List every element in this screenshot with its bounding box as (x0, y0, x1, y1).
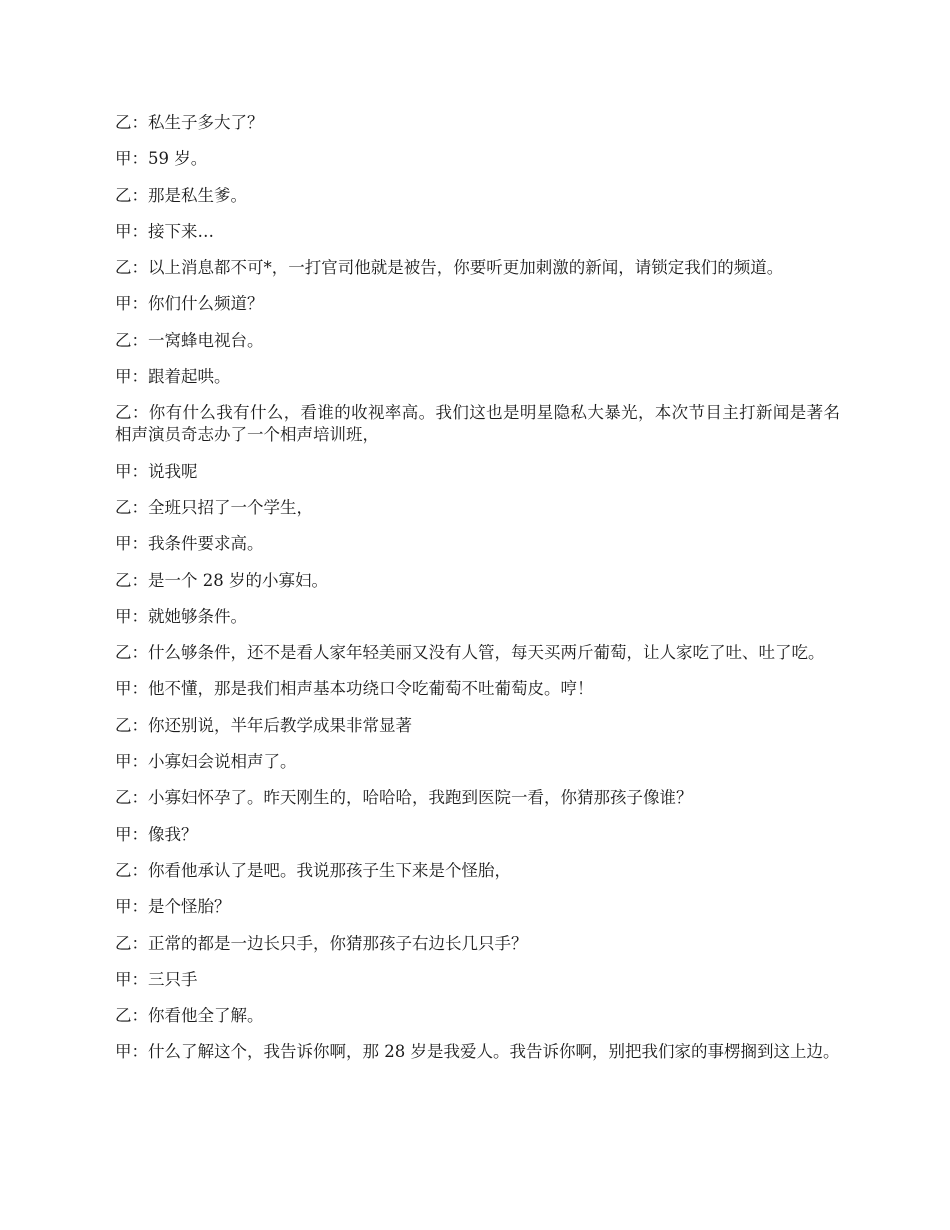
dialogue-body (115, 112, 840, 1078)
dialogue-line: 乙：那是私生爹。 (115, 185, 247, 205)
dialogue-line: 甲：59 岁。 (115, 149, 208, 169)
dialogue-line: 乙：全班只招了一个学生， (115, 497, 313, 517)
dialogue-line: 甲：像我？ (115, 824, 198, 844)
dialogue-line: 乙：你看他全了解。 (115, 1006, 264, 1026)
dialogue-line: 乙：你看他承认了是吧。我说那孩子生下来是个怪胎， (115, 860, 511, 880)
dialogue-line: 乙：正常的都是一边长只手，你猜那孩子右边长几只手？ (115, 933, 528, 953)
dialogue-line: 乙：以上消息都不可*，一打官司他就是被告，你要听更加刺激的新闻，请锁定我们的频道。 (115, 258, 784, 278)
dialogue-line: 乙：是一个 28 岁的小寡妇。 (115, 570, 328, 590)
dialogue-line: 乙：私生子多大了？ (115, 113, 264, 132)
dialogue-line: 甲：跟着起哄。 (115, 367, 231, 387)
dialogue-line: 乙：你还别说，半年后教学成果非常显著 (115, 715, 412, 735)
dialogue-line: 甲：接下来… (115, 221, 214, 241)
dialogue-line: 甲：我条件要求高。 (115, 534, 264, 554)
dialogue-line: 甲：小寡妇会说相声了。 (115, 752, 297, 772)
dialogue-line: 乙：你有什么我有什么，看谁的收视率高。我们这也是明星隐私大暴光，本次节目主打新闻是著名相声演员奇志办了一个相声培训班， (115, 403, 840, 445)
dialogue-line: 乙：什么够条件，还不是看人家年轻美丽又没有人管，每天买两斤葡萄，让人家吃了吐、吐了吃。 (115, 643, 825, 663)
dialogue-line: 乙：一窝蜂电视台。 (115, 330, 264, 350)
dialogue-line: 甲：说我呢 (115, 461, 198, 481)
dialogue-line: 甲：是个怪胎？ (115, 897, 231, 917)
dialogue-line: 乙：小寡妇怀孕了。昨天刚生的，哈哈哈，我跑到医院一看，你猜那孩子像谁？ (115, 788, 693, 808)
dialogue-line: 甲：你们什么频道？ (115, 294, 264, 314)
dialogue-line: 甲：就她够条件。 (115, 606, 247, 626)
dialogue-line: 甲：他不懂，那是我们相声基本功绕口令吃葡萄不吐葡萄皮。哼！ (115, 679, 594, 699)
dialogue-line: 甲：三只手 (115, 969, 198, 989)
dialogue-line: 甲：什么了解这个，我告诉你啊，那 28 岁是我爱人。我告诉你啊，别把我们家的事楞搁到这上边。 (115, 1042, 840, 1062)
